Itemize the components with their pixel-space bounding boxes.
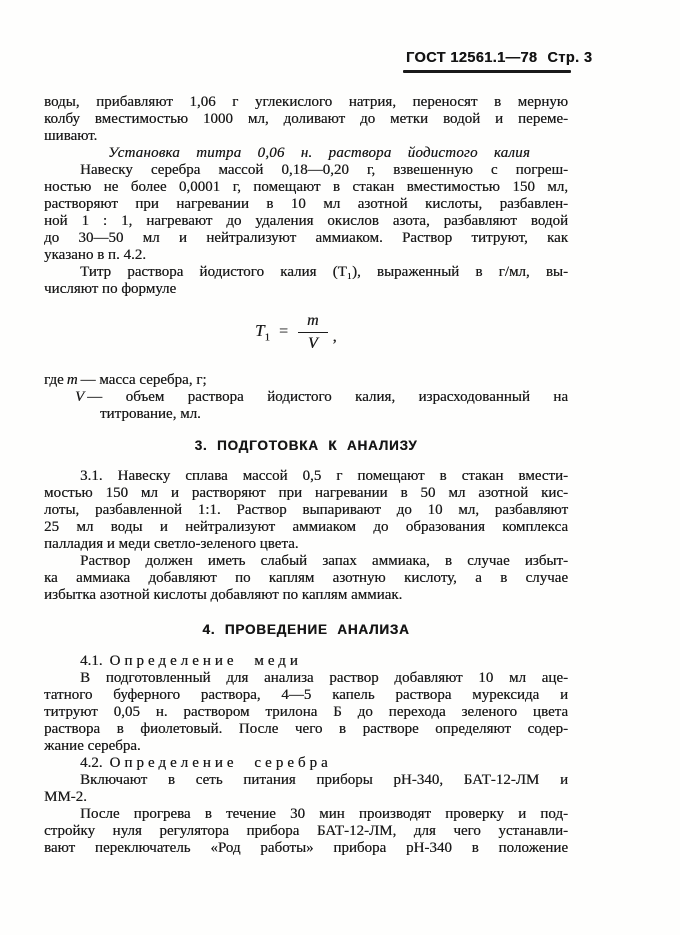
formula-titer [255,308,337,356]
text-line: татного буферного раствора, 4—5 капель раствора мурексида и [44,687,568,703]
header-rule [403,70,571,73]
subsection-4-2-heading [44,755,568,772]
legend-var-m: m [66,372,78,388]
section-3-heading: 3. ПОДГОТОВКА К АНАЛИЗУ [194,438,418,453]
legend-v-desc: — объем раствора йодистого калия, израсходованный на [87,389,568,405]
text-line: Раствор должен иметь слабый запах аммиака, в случае избыт- [80,553,568,569]
text-line: Включают в сеть питания приборы рН-340, БАТ-12-ЛМ и [80,772,568,788]
text-line: 25 мл воды и нейтрализуют аммиаком до образования комплекса [44,519,568,535]
text-line: вают переключатель «Род работы» прибора рН-340 в положение [44,840,568,856]
subsection-number: 4.1. [80,653,103,669]
formula-legend [44,372,568,423]
text-line: числяют по формуле [44,281,177,297]
section-4-heading: 4. ПРОВЕДЕНИЕ АНАЛИЗА [202,622,410,637]
text-line: палладия и меди светло-зеленого цвета. [44,536,299,552]
text-line: 3.1. Навеску сплава массой 0,5 г помещают в стакан вмести- [80,468,568,484]
subsection-title: Определение серебра [109,755,332,771]
text-line: шивают. [44,128,98,144]
text-line: до 30—50 мл и нейтрализуют аммиаком. Раствор титруют, как [44,230,568,246]
subsection-4-1-heading [44,653,568,670]
text-line: колбу вместимостью 1000 мл, доливают до метки водой и переме- [44,111,568,127]
text-line: мостью 150 мл и растворяют при нагревании в 50 мл азотной кис- [44,485,568,501]
subsection-italic-heading: Установка титра 0,06 н. раствора йодистого калия [108,145,530,161]
subsection-number: 4.2. [80,755,103,771]
page-header [406,50,593,66]
formula-fraction [297,313,329,352]
text-line: ка аммиака добавляют по каплям азотную кислоту, а в случае [44,570,568,586]
paragraph-section-4 [44,653,568,857]
page-number-label: Стр. 3 [547,50,593,66]
text-line: указано в п. 4.2. [44,247,146,263]
text-line: лоты, разбавленной 1:1. Раствор выпаривают до 10 мл, разбавляют [44,502,568,518]
formula-subscript: 1 [264,331,270,344]
paragraph-section-3 [44,468,568,604]
legend-var-v: V [75,389,85,405]
legend-line-v2: титрование, мл. [100,406,201,422]
formula-denominator: V [298,332,328,352]
text-line: раствора в фиолетовый. После чего в растворе определяют содер- [44,721,568,737]
paragraph-intro [44,94,568,298]
text-line: ной 1 : 1, нагревают до удаления окислов азота, разбавляют водой [44,213,568,229]
legend-line-v [44,389,568,406]
legend-line-m [44,372,568,389]
text-line: воды, прибавляют 1,06 г углекислого натрия, переносят в мерную [44,94,568,110]
text-line: избытка азотной кислоты добавляют по каплям аммиак. [44,587,403,603]
text-line: Навеску серебра массой 0,18—0,20 г, взвешенную с погреш- [80,162,568,178]
text-line: титруют 0,05 н. раствором трилона Б до перехода зеленого цвета [44,704,568,720]
text-line: растворяют при нагревании в 10 мл азотной кислоты, разбавлен- [44,196,568,212]
text-line: жание серебра. [44,738,141,754]
text-line: стройку нуля регулятора прибора БАТ-12-ЛМ, для чего устанавли- [44,823,568,839]
formula-comma: , [332,328,337,345]
text-line: Титр раствора йодистого калия (T₁), выраженный в г/мл, вы- [80,264,568,280]
formula-lhs [255,321,270,343]
formula-numerator: m [307,311,319,329]
subsection-title: Определение меди [109,653,302,669]
formula-equals: = [278,323,288,340]
text-line: ностью не более 0,0001 г, помещают в стакан вместимостью 150 мл, [44,179,568,195]
gost-number: ГОСТ 12561.1—78 [406,50,538,66]
formula-variable-T: T [255,320,265,340]
legend-m-desc: — масса серебра, г; [80,372,207,388]
text-line: В подготовленный для анализа раствор добавляют 10 мл аце- [80,670,568,686]
text-line: ММ-2. [44,789,87,805]
text-line: После прогрева в течение 30 мин производят проверку и под- [80,806,568,822]
legend-where: где [44,372,64,388]
